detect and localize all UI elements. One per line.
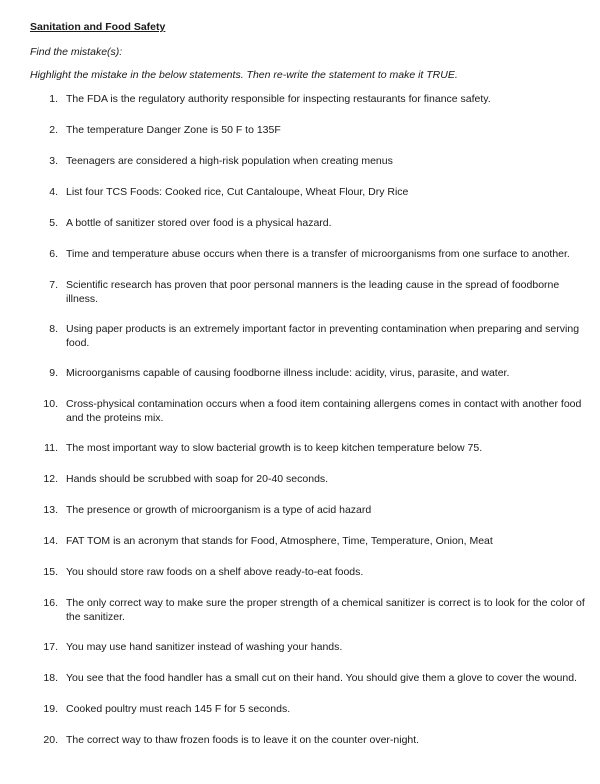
question-text: Cross-physical contamination occurs when a food item containing allergens comes in contact with another food and the proteins mix.: [66, 397, 582, 424]
question-text: You see that the food handler has a small cut on their hand. You should give them a glove to cover the wound.: [66, 671, 577, 684]
question-item: [30, 154, 592, 169]
question-text: Cooked poultry must reach 145 F for 5 seconds.: [66, 702, 291, 715]
question-text: Hands should be scrubbed with soap for 20-40 seconds.: [66, 472, 329, 485]
question-item: [30, 397, 592, 426]
question-item: [30, 123, 592, 138]
question-number: 4.: [49, 185, 58, 198]
question-item: [30, 534, 592, 549]
question-number: 13.: [43, 503, 58, 516]
question-text: The temperature Danger Zone is 50 F to 135F: [66, 123, 281, 136]
question-number: 5.: [49, 216, 58, 229]
question-item: [30, 216, 592, 231]
question-number: 1.: [49, 92, 58, 105]
question-text: You should store raw foods on a shelf above ready-to-eat foods.: [66, 565, 364, 578]
question-item: [30, 92, 592, 107]
question-item: [30, 596, 592, 625]
question-text: A bottle of sanitizer stored over food is a physical hazard.: [66, 216, 332, 229]
question-item: [30, 322, 592, 351]
question-item: [30, 733, 592, 748]
question-text: The most important way to slow bacterial growth is to keep kitchen temperature below 75.: [66, 441, 483, 454]
document-title: Sanitation and Food Safety: [30, 21, 166, 33]
question-text: List four TCS Foods: Cooked rice, Cut Cantaloupe, Wheat Flour, Dry Rice: [66, 185, 409, 198]
question-item: [30, 472, 592, 487]
question-item: [30, 366, 592, 381]
question-text: Microorganisms capable of causing foodborne illness include: acidity, virus, parasite, and water.: [66, 366, 510, 379]
question-item: [30, 702, 592, 717]
question-number: 2.: [49, 123, 58, 136]
question-text: The FDA is the regulatory authority responsible for inspecting restaurants for finance safety.: [66, 92, 491, 105]
instruction-highlight: Highlight the mistake in the below statements. Then re-write the statement to make it TRUE.: [30, 69, 458, 81]
question-number: 14.: [43, 534, 58, 547]
question-text: Scientific research has proven that poor personal manners is the leading cause in the spread of foodborne illness.: [66, 278, 560, 305]
question-text: Teenagers are considered a high-risk population when creating menus: [66, 154, 393, 167]
question-number: 17.: [43, 640, 58, 653]
question-item: [30, 278, 592, 307]
question-number: 12.: [43, 472, 58, 485]
question-item: [30, 671, 592, 686]
question-text: The correct way to thaw frozen foods is to leave it on the counter over-night.: [66, 733, 420, 746]
question-text: FAT TOM is an acronym that stands for Food, Atmosphere, Time, Temperature, Onion, Meat: [66, 534, 493, 547]
question-number: 15.: [43, 565, 58, 578]
question-item: [30, 247, 592, 262]
question-list: [30, 92, 592, 748]
question-number: 20.: [43, 733, 58, 746]
question-item: [30, 441, 592, 456]
question-text: You may use hand sanitizer instead of washing your hands.: [66, 640, 343, 653]
question-text: The only correct way to make sure the proper strength of a chemical sanitizer is correct is to look for the color of the sanitizer.: [66, 596, 585, 623]
question-text: Time and temperature abuse occurs when there is a transfer of microorganisms from one surface to another.: [66, 247, 570, 260]
question-number: 3.: [49, 154, 58, 167]
question-item: [30, 503, 592, 518]
question-number: 10.: [43, 397, 58, 410]
question-number: 18.: [43, 671, 58, 684]
question-item: [30, 565, 592, 580]
question-number: 19.: [43, 702, 58, 715]
question-text: Using paper products is an extremely important factor in preventing contamination when preparing and serving food.: [66, 322, 580, 349]
question-number: 8.: [49, 322, 58, 335]
question-number: 9.: [49, 366, 58, 379]
question-text: The presence or growth of microorganism is a type of acid hazard: [66, 503, 372, 516]
question-number: 11.: [44, 441, 58, 454]
question-item: [30, 640, 592, 655]
question-item: [30, 185, 592, 200]
question-number: 6.: [49, 247, 58, 260]
instruction-find-mistakes: Find the mistake(s):: [30, 45, 123, 58]
question-number: 7.: [49, 278, 58, 291]
question-number: 16.: [43, 596, 58, 609]
